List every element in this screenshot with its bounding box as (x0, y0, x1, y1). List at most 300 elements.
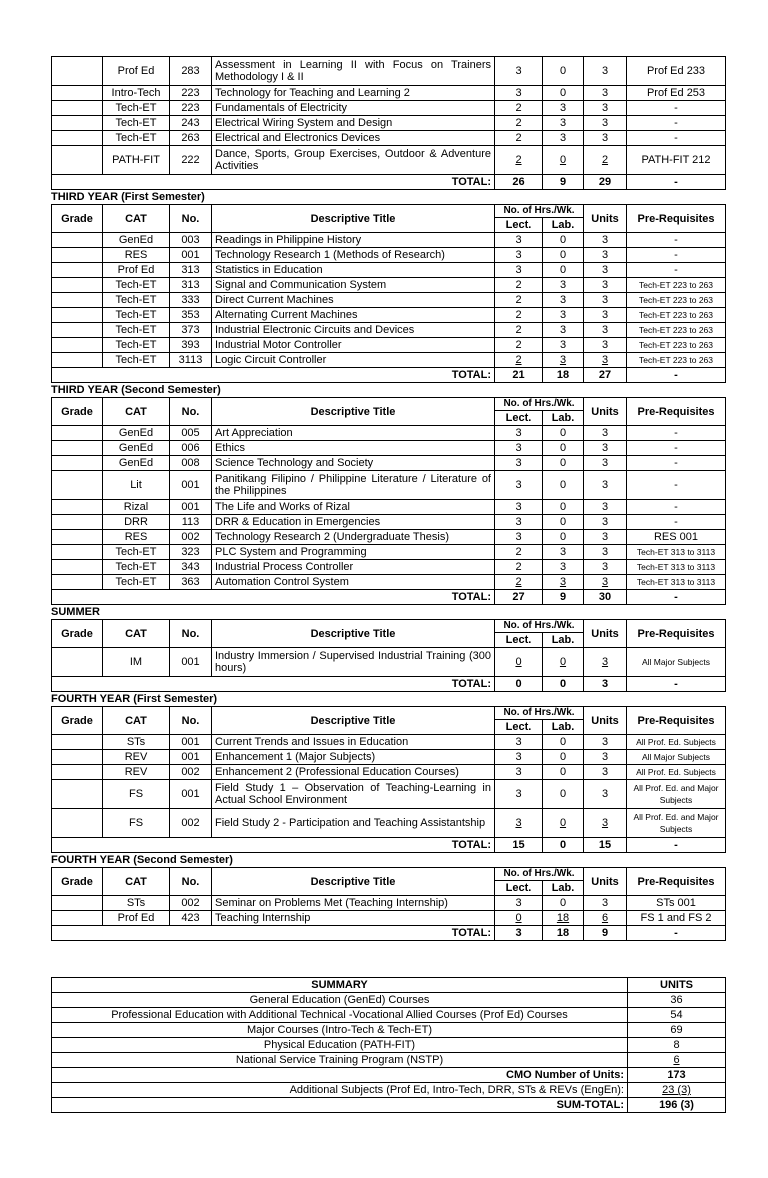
grade-cell[interactable] (52, 560, 103, 575)
semester-table (51, 706, 726, 853)
course-no-cell: 283 (170, 57, 212, 86)
course-no-cell: 006 (170, 441, 212, 456)
course-no-cell: 002 (170, 530, 212, 545)
prerequisites-cell: Prof Ed 253 (627, 86, 726, 101)
lect-value: 3 (515, 501, 522, 513)
lab-value: 3 (559, 576, 567, 588)
summary-value-cell (628, 1053, 726, 1068)
grade-cell[interactable] (52, 648, 103, 677)
grade-cell[interactable] (52, 263, 103, 278)
course-no-cell: 001 (170, 471, 212, 500)
lect-cell (495, 323, 543, 338)
units-value: 3 (601, 897, 609, 909)
total-lect: 21 (495, 368, 543, 383)
units-value: 3 (601, 479, 609, 491)
total-lab: 9 (543, 175, 584, 190)
cat-cell: Tech-ET (103, 338, 170, 353)
descriptive-title-cell: Field Study 2 - Participation and Teaching Assistantship (212, 809, 495, 838)
summary-row (52, 993, 726, 1008)
lab-cell (543, 911, 584, 926)
total-lect: 0 (495, 677, 543, 692)
total-pre: - (627, 175, 726, 190)
lab-header: Lab. (543, 411, 584, 426)
total-pre: - (627, 590, 726, 605)
units-value: 3 (601, 817, 609, 829)
units-header: Units (584, 620, 627, 648)
additional-row (52, 1083, 726, 1098)
lect-value: 2 (515, 117, 522, 129)
lect-value: 3 (515, 65, 522, 77)
units-value: 3 (601, 339, 609, 351)
prerequisites-cell: - (627, 101, 726, 116)
cat-cell: Tech-ET (103, 545, 170, 560)
table-row (52, 233, 726, 248)
units-cell (584, 146, 627, 175)
summary-table (51, 977, 726, 1113)
descriptive-title-cell: Enhancement 1 (Major Subjects) (212, 750, 495, 765)
units-cell (584, 560, 627, 575)
cat-cell: Rizal (103, 500, 170, 515)
units-value: 3 (601, 65, 609, 77)
grade-cell[interactable] (52, 456, 103, 471)
units-cell (584, 441, 627, 456)
total-row (52, 590, 726, 605)
cat-cell: Lit (103, 471, 170, 500)
total-label: TOTAL: (52, 926, 495, 941)
semester-table (51, 619, 726, 692)
units-value: 3 (601, 751, 609, 763)
lab-cell (543, 780, 584, 809)
cmo-label: CMO Number of Units: (52, 1068, 628, 1083)
lect-value: 2 (515, 561, 522, 573)
sum-total-row (52, 1098, 726, 1113)
lab-header: Lab. (543, 218, 584, 233)
table-row (52, 780, 726, 809)
course-no-cell: 313 (170, 278, 212, 293)
lect-cell (495, 750, 543, 765)
total-row (52, 175, 726, 190)
summary-label: General Education (GenEd) Courses (52, 993, 628, 1008)
grade-cell[interactable] (52, 131, 103, 146)
lect-value: 2 (515, 102, 522, 114)
total-row (52, 677, 726, 692)
summary-value-cell (628, 1038, 726, 1053)
lab-value: 0 (559, 87, 567, 99)
units-value: 3 (601, 132, 609, 144)
title-header: Descriptive Title (212, 707, 495, 735)
units-cell (584, 765, 627, 780)
cat-cell: FS (103, 809, 170, 838)
grade-cell[interactable] (52, 530, 103, 545)
units-value: 3 (601, 788, 609, 800)
total-lect: 27 (495, 590, 543, 605)
descriptive-title-cell: Electrical Wiring System and Design (212, 116, 495, 131)
total-units: 29 (584, 175, 627, 190)
prerequisites-cell: - (627, 456, 726, 471)
hours-header: No. of Hrs./Wk. (495, 205, 584, 218)
lect-cell (495, 648, 543, 677)
lect-cell (495, 441, 543, 456)
table-row (52, 278, 726, 293)
lect-header: Lect. (495, 411, 543, 426)
descriptive-title-cell: Technology Research 2 (Undergraduate Thesis) (212, 530, 495, 545)
prerequisites-header: Pre-Requisites (627, 707, 726, 735)
total-units: 30 (584, 590, 627, 605)
grade-cell[interactable] (52, 471, 103, 500)
lab-cell (543, 500, 584, 515)
section-title: FOURTH YEAR (Second Semester) (51, 854, 233, 866)
course-no-cell: 393 (170, 338, 212, 353)
summary-value-cell (628, 1008, 726, 1023)
grade-cell[interactable] (52, 515, 103, 530)
total-row (52, 838, 726, 853)
lect-cell (495, 911, 543, 926)
units-cell (584, 530, 627, 545)
course-no-cell: 373 (170, 323, 212, 338)
lab-cell (543, 101, 584, 116)
grade-cell[interactable] (52, 765, 103, 780)
lab-value: 3 (559, 309, 567, 321)
section-title: SUMMER (51, 606, 100, 618)
lect-cell (495, 233, 543, 248)
units-value: 3 (601, 516, 609, 528)
table-row (52, 471, 726, 500)
descriptive-title-cell: Panitikang Filipino / Philippine Literature / Literature of the Philippines (212, 471, 495, 500)
prerequisites-cell: - (627, 426, 726, 441)
lect-cell (495, 101, 543, 116)
descriptive-title-cell: Enhancement 2 (Professional Education Courses) (212, 765, 495, 780)
course-no-cell: 001 (170, 648, 212, 677)
lab-cell (543, 456, 584, 471)
units-cell (584, 780, 627, 809)
units-cell (584, 426, 627, 441)
cat-cell: Tech-ET (103, 293, 170, 308)
course-no-cell: 113 (170, 515, 212, 530)
lab-cell (543, 809, 584, 838)
units-header: Units (584, 868, 627, 896)
total-pre: - (627, 926, 726, 941)
lab-cell (543, 560, 584, 575)
total-label: TOTAL: (52, 590, 495, 605)
no-header: No. (170, 620, 212, 648)
lect-value: 3 (515, 531, 522, 543)
cat-cell: Tech-ET (103, 116, 170, 131)
descriptive-title-cell: Art Appreciation (212, 426, 495, 441)
lect-cell (495, 57, 543, 86)
descriptive-title-cell: Statistics in Education (212, 263, 495, 278)
descriptive-title-cell: Industrial Electronic Circuits and Devices (212, 323, 495, 338)
prerequisites-cell: Tech-ET 313 to 3113 (627, 545, 726, 560)
lect-header: Lect. (495, 218, 543, 233)
course-no-cell: 002 (170, 765, 212, 780)
units-value: 3 (601, 234, 609, 246)
grade-cell[interactable] (52, 323, 103, 338)
lect-value: 2 (515, 339, 522, 351)
descriptive-title-cell: PLC System and Programming (212, 545, 495, 560)
units-value: 3 (601, 457, 609, 469)
cat-cell: REV (103, 765, 170, 780)
summary-label: Professional Education with Additional Technical -Vocational Allied Courses (Prof Ed) Courses (52, 1008, 628, 1023)
grade-cell[interactable] (52, 809, 103, 838)
hours-header: No. of Hrs./Wk. (495, 620, 584, 633)
lab-header: Lab. (543, 720, 584, 735)
lab-value: 3 (559, 561, 567, 573)
descriptive-title-cell: Dance, Sports, Group Exercises, Outdoor & Adventure Activities (212, 146, 495, 175)
units-cell (584, 648, 627, 677)
grade-cell[interactable] (52, 278, 103, 293)
summary-header-row (52, 978, 726, 993)
prerequisites-cell: Tech-ET 223 to 263 (627, 278, 726, 293)
summary-value-cell (628, 993, 726, 1008)
course-no-cell: 002 (170, 896, 212, 911)
grade-header: Grade (52, 620, 103, 648)
lab-value: 0 (559, 766, 567, 778)
column-header-row (52, 868, 726, 881)
prerequisites-cell: - (627, 233, 726, 248)
cat-cell: Tech-ET (103, 575, 170, 590)
grade-cell[interactable] (52, 426, 103, 441)
prerequisites-cell: Prof Ed 233 (627, 57, 726, 86)
total-row (52, 368, 726, 383)
lab-cell (543, 896, 584, 911)
lect-cell (495, 530, 543, 545)
lect-value: 3 (515, 442, 522, 454)
lect-cell (495, 248, 543, 263)
lect-header: Lect. (495, 633, 543, 648)
summary-value: 54 (670, 1009, 683, 1021)
total-lect: 15 (495, 838, 543, 853)
lect-value: 3 (515, 249, 522, 261)
lect-value: 2 (515, 546, 522, 558)
lect-value: 3 (515, 897, 522, 909)
units-cell (584, 131, 627, 146)
units-cell (584, 57, 627, 86)
lect-cell (495, 896, 543, 911)
lab-value: 3 (559, 279, 567, 291)
units-cell (584, 86, 627, 101)
lab-value: 0 (559, 249, 567, 261)
lect-cell (495, 515, 543, 530)
prerequisites-cell: All Major Subjects (627, 648, 726, 677)
cat-cell: Prof Ed (103, 911, 170, 926)
lab-cell (543, 575, 584, 590)
lab-value: 0 (559, 154, 567, 166)
units-cell (584, 809, 627, 838)
semester-table (51, 397, 726, 605)
grade-cell[interactable] (52, 896, 103, 911)
grade-cell[interactable] (52, 500, 103, 515)
grade-cell[interactable] (52, 101, 103, 116)
units-cell (584, 263, 627, 278)
prerequisites-cell: STs 001 (627, 896, 726, 911)
course-no-cell: 001 (170, 780, 212, 809)
lect-value: 3 (515, 234, 522, 246)
total-row (52, 926, 726, 941)
lab-value: 0 (559, 736, 567, 748)
lect-header: Lect. (495, 881, 543, 896)
grade-cell[interactable] (52, 233, 103, 248)
prerequisites-cell: - (627, 131, 726, 146)
units-cell (584, 500, 627, 515)
summary-value: 36 (670, 994, 683, 1006)
descriptive-title-cell: Alternating Current Machines (212, 308, 495, 323)
course-no-cell: 223 (170, 86, 212, 101)
lab-header: Lab. (543, 881, 584, 896)
units-value: 3 (601, 279, 609, 291)
semester-table (51, 204, 726, 383)
grade-cell[interactable] (52, 86, 103, 101)
total-label: TOTAL: (52, 838, 495, 853)
cat-cell: Prof Ed (103, 263, 170, 278)
grade-cell[interactable] (52, 545, 103, 560)
lect-cell (495, 575, 543, 590)
sum-total-label: SUM-TOTAL: (52, 1098, 628, 1113)
lect-value: 3 (515, 751, 522, 763)
units-header: UNITS (628, 978, 726, 993)
lect-cell (495, 560, 543, 575)
units-value: 3 (601, 117, 609, 129)
lab-value: 0 (559, 788, 567, 800)
grade-cell[interactable] (52, 750, 103, 765)
units-value: 3 (601, 531, 609, 543)
descriptive-title-cell: Electrical and Electronics Devices (212, 131, 495, 146)
additional-label: Additional Subjects (Prof Ed, Intro-Tech, DRR, STs & REVs (EngEn): (52, 1083, 628, 1098)
total-lect: 26 (495, 175, 543, 190)
cat-cell: GenEd (103, 426, 170, 441)
units-value: 3 (601, 656, 609, 668)
prerequisites-header: Pre-Requisites (627, 868, 726, 896)
units-value: 3 (601, 501, 609, 513)
cat-cell: GenEd (103, 441, 170, 456)
cat-cell: GenEd (103, 233, 170, 248)
lab-value: 0 (559, 457, 567, 469)
lect-value: 3 (515, 516, 522, 528)
grade-cell[interactable] (52, 911, 103, 926)
lab-value: 3 (559, 354, 567, 366)
table-row (52, 809, 726, 838)
prerequisites-cell: All Prof. Ed. and Major Subjects (627, 809, 726, 838)
units-value: 3 (601, 561, 609, 573)
units-cell (584, 323, 627, 338)
cat-cell: Tech-ET (103, 560, 170, 575)
grade-cell[interactable] (52, 116, 103, 131)
table-row (52, 116, 726, 131)
total-lab: 18 (543, 368, 584, 383)
grade-cell[interactable] (52, 57, 103, 86)
prerequisites-cell: - (627, 471, 726, 500)
descriptive-title-cell: Fundamentals of Electricity (212, 101, 495, 116)
prerequisites-header: Pre-Requisites (627, 620, 726, 648)
descriptive-title-cell: Industrial Motor Controller (212, 338, 495, 353)
descriptive-title-cell: Industrial Process Controller (212, 560, 495, 575)
total-lab: 0 (543, 838, 584, 853)
lab-cell (543, 441, 584, 456)
units-value: 3 (601, 766, 609, 778)
units-cell (584, 278, 627, 293)
lab-value: 0 (559, 656, 567, 668)
summary-row (52, 1053, 726, 1068)
grade-cell[interactable] (52, 441, 103, 456)
grade-cell[interactable] (52, 735, 103, 750)
descriptive-title-cell: Logic Circuit Controller (212, 353, 495, 368)
units-value: 3 (601, 294, 609, 306)
units-header: Units (584, 398, 627, 426)
lab-cell (543, 116, 584, 131)
cat-cell: FS (103, 780, 170, 809)
units-cell (584, 338, 627, 353)
table-row (52, 146, 726, 175)
course-no-cell: 333 (170, 293, 212, 308)
table-row (52, 323, 726, 338)
cat-header: CAT (103, 868, 170, 896)
grade-cell[interactable] (52, 780, 103, 809)
total-pre: - (627, 838, 726, 853)
summary-label: Major Courses (Intro-Tech & Tech-ET) (52, 1023, 628, 1038)
lect-value: 2 (515, 132, 522, 144)
table-row (52, 308, 726, 323)
summary-label: Physical Education (PATH-FIT) (52, 1038, 628, 1053)
units-cell (584, 456, 627, 471)
additional-value-cell (628, 1083, 726, 1098)
grade-cell[interactable] (52, 146, 103, 175)
lect-cell (495, 765, 543, 780)
grade-cell[interactable] (52, 338, 103, 353)
lect-value: 3 (515, 427, 522, 439)
prerequisites-cell: All Prof. Ed. Subjects (627, 735, 726, 750)
title-header: Descriptive Title (212, 398, 495, 426)
section-title: THIRD YEAR (Second Semester) (51, 384, 221, 396)
units-value: 3 (601, 442, 609, 454)
units-value: 3 (601, 264, 609, 276)
descriptive-title-cell: Technology for Teaching and Learning 2 (212, 86, 495, 101)
units-value: 3 (601, 736, 609, 748)
no-header: No. (170, 868, 212, 896)
lab-value: 3 (559, 294, 567, 306)
lab-cell (543, 263, 584, 278)
prerequisites-cell: - (627, 248, 726, 263)
grade-cell[interactable] (52, 293, 103, 308)
cmo-value: 173 (628, 1068, 726, 1083)
lab-header: Lab. (543, 633, 584, 648)
grade-cell[interactable] (52, 575, 103, 590)
lab-cell (543, 86, 584, 101)
lect-cell (495, 780, 543, 809)
grade-cell[interactable] (52, 248, 103, 263)
lect-cell (495, 456, 543, 471)
lab-value: 0 (559, 516, 567, 528)
lab-value: 3 (559, 102, 567, 114)
table-row (52, 735, 726, 750)
cat-cell: Tech-ET (103, 323, 170, 338)
prerequisites-cell: - (627, 515, 726, 530)
grade-cell[interactable] (52, 308, 103, 323)
descriptive-title-cell: DRR & Education in Emergencies (212, 515, 495, 530)
table-row (52, 456, 726, 471)
total-lab: 0 (543, 677, 584, 692)
lab-cell (543, 323, 584, 338)
units-value: 3 (601, 309, 609, 321)
lab-cell (543, 131, 584, 146)
grade-cell[interactable] (52, 353, 103, 368)
cat-cell: REV (103, 750, 170, 765)
total-label: TOTAL: (52, 677, 495, 692)
descriptive-title-cell: Seminar on Problems Met (Teaching Internship) (212, 896, 495, 911)
lect-header: Lect. (495, 720, 543, 735)
curriculum-document (51, 56, 725, 941)
course-no-cell: 223 (170, 101, 212, 116)
prerequisites-cell: RES 001 (627, 530, 726, 545)
no-header: No. (170, 707, 212, 735)
